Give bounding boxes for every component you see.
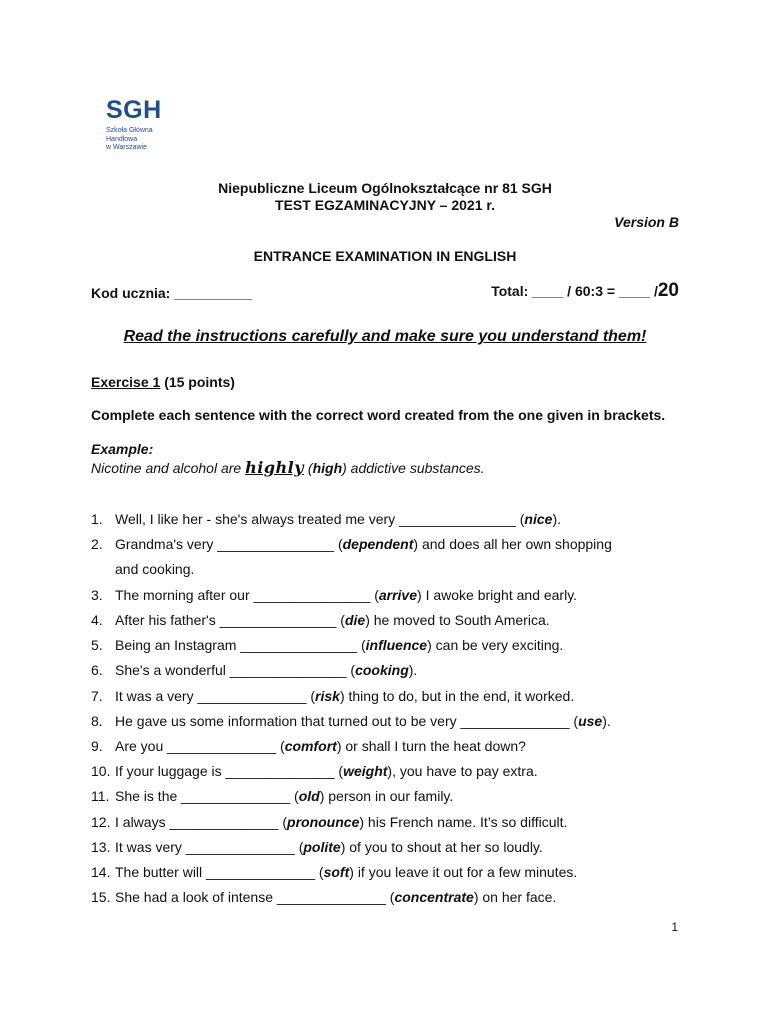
item-number: 11. xyxy=(91,788,110,804)
logo-line-1: Szkoła Główna xyxy=(106,127,153,134)
item-number: 12. xyxy=(91,814,111,830)
item-text: I always ______________ ( xyxy=(115,814,288,830)
item-text-end: ) can be very exciting. xyxy=(427,637,564,653)
item-text-end: ) of you to shout at her so loudly. xyxy=(340,839,543,855)
exercise-name: Exercise 1 xyxy=(91,374,161,390)
item-sentence xyxy=(115,536,612,552)
student-code-field: Kod ucznia: __________ xyxy=(91,285,253,301)
exercise-points: (15 points) xyxy=(164,374,235,390)
item-number: 8. xyxy=(91,713,103,729)
school-name: Niepubliczne Liceum Ogólnokształcące nr 81 SGH xyxy=(218,180,552,196)
item-base-word: old xyxy=(298,788,320,804)
item-text-end: ) and does all her own shopping xyxy=(413,536,612,552)
item-sentence xyxy=(115,662,417,678)
item-text-end: ) if you leave it out for a few minutes. xyxy=(349,864,578,880)
item-base-word: use xyxy=(578,713,603,729)
item-number: 13. xyxy=(91,839,111,855)
item-sentence xyxy=(115,864,577,880)
item-text: She had a look of intense ______________ ( xyxy=(115,889,395,905)
item-text-end: ), you have to pay extra. xyxy=(387,763,538,779)
item-base-word: die xyxy=(344,612,366,628)
item-base-word: dependent xyxy=(342,536,414,552)
item-base-word: comfort xyxy=(284,738,337,754)
item-text: The butter will ______________ ( xyxy=(115,864,324,880)
sgh-logo xyxy=(106,97,186,153)
item-text-end: ) his French name. It’s so difficult. xyxy=(359,814,568,830)
item-sentence xyxy=(115,587,577,603)
item-base-word: pronounce xyxy=(287,814,360,830)
example-after: ) addictive substances. xyxy=(342,460,485,476)
item-number: 2. xyxy=(91,536,103,552)
item-text: It was very ______________ ( xyxy=(115,839,304,855)
item-text-end: ) on her face. xyxy=(473,889,557,905)
item-text: Well, I like her - she's always treated me very _______________ ( xyxy=(115,511,525,527)
test-title: TEST EGZAMINACYJNY – 2021 r. xyxy=(275,197,495,213)
item-text: If your luggage is ______________ ( xyxy=(115,763,344,779)
example-before: Nicotine and alcohol are xyxy=(91,460,246,476)
item-base-word: weight xyxy=(343,763,388,779)
item-text-end: ) person in our family. xyxy=(319,788,454,804)
item-base-word: arrive xyxy=(378,587,418,603)
item-sentence xyxy=(115,713,611,729)
item-sentence xyxy=(115,889,556,905)
exam-title: ENTRANCE EXAMINATION IN ENGLISH xyxy=(253,248,517,264)
item-number: 14. xyxy=(91,864,111,880)
logo-subtitle xyxy=(106,127,186,153)
item-number: 10. xyxy=(91,763,111,779)
item-continuation: and cooking. xyxy=(115,561,195,577)
item-base-word: cooking xyxy=(355,662,409,678)
item-number: 7. xyxy=(91,688,103,704)
item-sentence xyxy=(115,637,563,653)
item-text-end: ) or shall I turn the heat down? xyxy=(336,738,526,754)
item-text-end: ). xyxy=(602,713,611,729)
item-number: 4. xyxy=(91,612,103,628)
item-base-word: polite xyxy=(303,839,341,855)
item-number: 1. xyxy=(91,511,103,527)
item-number: 6. xyxy=(91,662,103,678)
item-text: She's a wonderful _______________ ( xyxy=(115,662,356,678)
version-label: Version B xyxy=(614,214,679,230)
instructions: Read the instructions carefully and make sure you understand them! xyxy=(123,328,647,345)
item-sentence xyxy=(115,688,574,704)
item-text: Are you ______________ ( xyxy=(115,738,285,754)
item-number: 9. xyxy=(91,738,103,754)
example-label: Example: xyxy=(91,441,154,457)
item-sentence xyxy=(115,788,453,804)
item-sentence xyxy=(115,763,538,779)
example-open: ( xyxy=(304,460,313,476)
item-text: He gave us some information that turned out to be very ______________ ( xyxy=(115,713,579,729)
item-number: 3. xyxy=(91,587,103,603)
logo-line-2: Handlowa xyxy=(106,135,138,143)
item-text: The morning after our _______________ ( xyxy=(115,587,379,603)
item-text-end: ). xyxy=(552,511,561,527)
item-base-word: soft xyxy=(323,864,350,880)
item-base-word: concentrate xyxy=(394,889,474,905)
item-text: It was a very ______________ ( xyxy=(115,688,316,704)
total-label: Total: ____ / 60:3 = ____ / xyxy=(491,283,658,299)
example-answer: highly xyxy=(245,458,305,477)
item-sentence xyxy=(115,814,567,830)
exercise-title xyxy=(91,374,235,390)
item-text: After his father's _______________ ( xyxy=(115,612,345,628)
logo-mark: SGH xyxy=(106,96,162,124)
exercise-task: Complete each sentence with the correct word created from the one given in brackets. xyxy=(91,407,666,423)
example-word: high xyxy=(312,460,343,476)
item-text: Being an Instagram _______________ ( xyxy=(115,637,366,653)
item-sentence xyxy=(115,511,561,527)
item-text: Grandma's very _______________ ( xyxy=(115,536,343,552)
logo-line-3: w Warszawie xyxy=(106,144,147,151)
item-sentence xyxy=(115,839,543,855)
page-number: 1 xyxy=(671,920,678,934)
item-base-word: nice xyxy=(524,511,553,527)
item-base-word: risk xyxy=(315,688,340,704)
item-text-end: ). xyxy=(408,662,418,678)
item-sentence xyxy=(115,738,526,754)
item-number: 15. xyxy=(91,889,111,905)
example-sentence xyxy=(91,458,485,477)
item-text-end: ) he moved to South America. xyxy=(365,612,550,628)
item-text-end: ) I awoke bright and early. xyxy=(417,587,578,603)
total-score-field xyxy=(491,280,679,302)
item-number: 5. xyxy=(91,637,103,653)
item-text: She is the ______________ ( xyxy=(115,788,299,804)
item-base-word: influence xyxy=(365,637,428,653)
total-max: 20 xyxy=(657,280,679,301)
item-sentence xyxy=(115,612,550,628)
item-text-end: ) thing to do, but in the end, it worked. xyxy=(339,688,575,704)
